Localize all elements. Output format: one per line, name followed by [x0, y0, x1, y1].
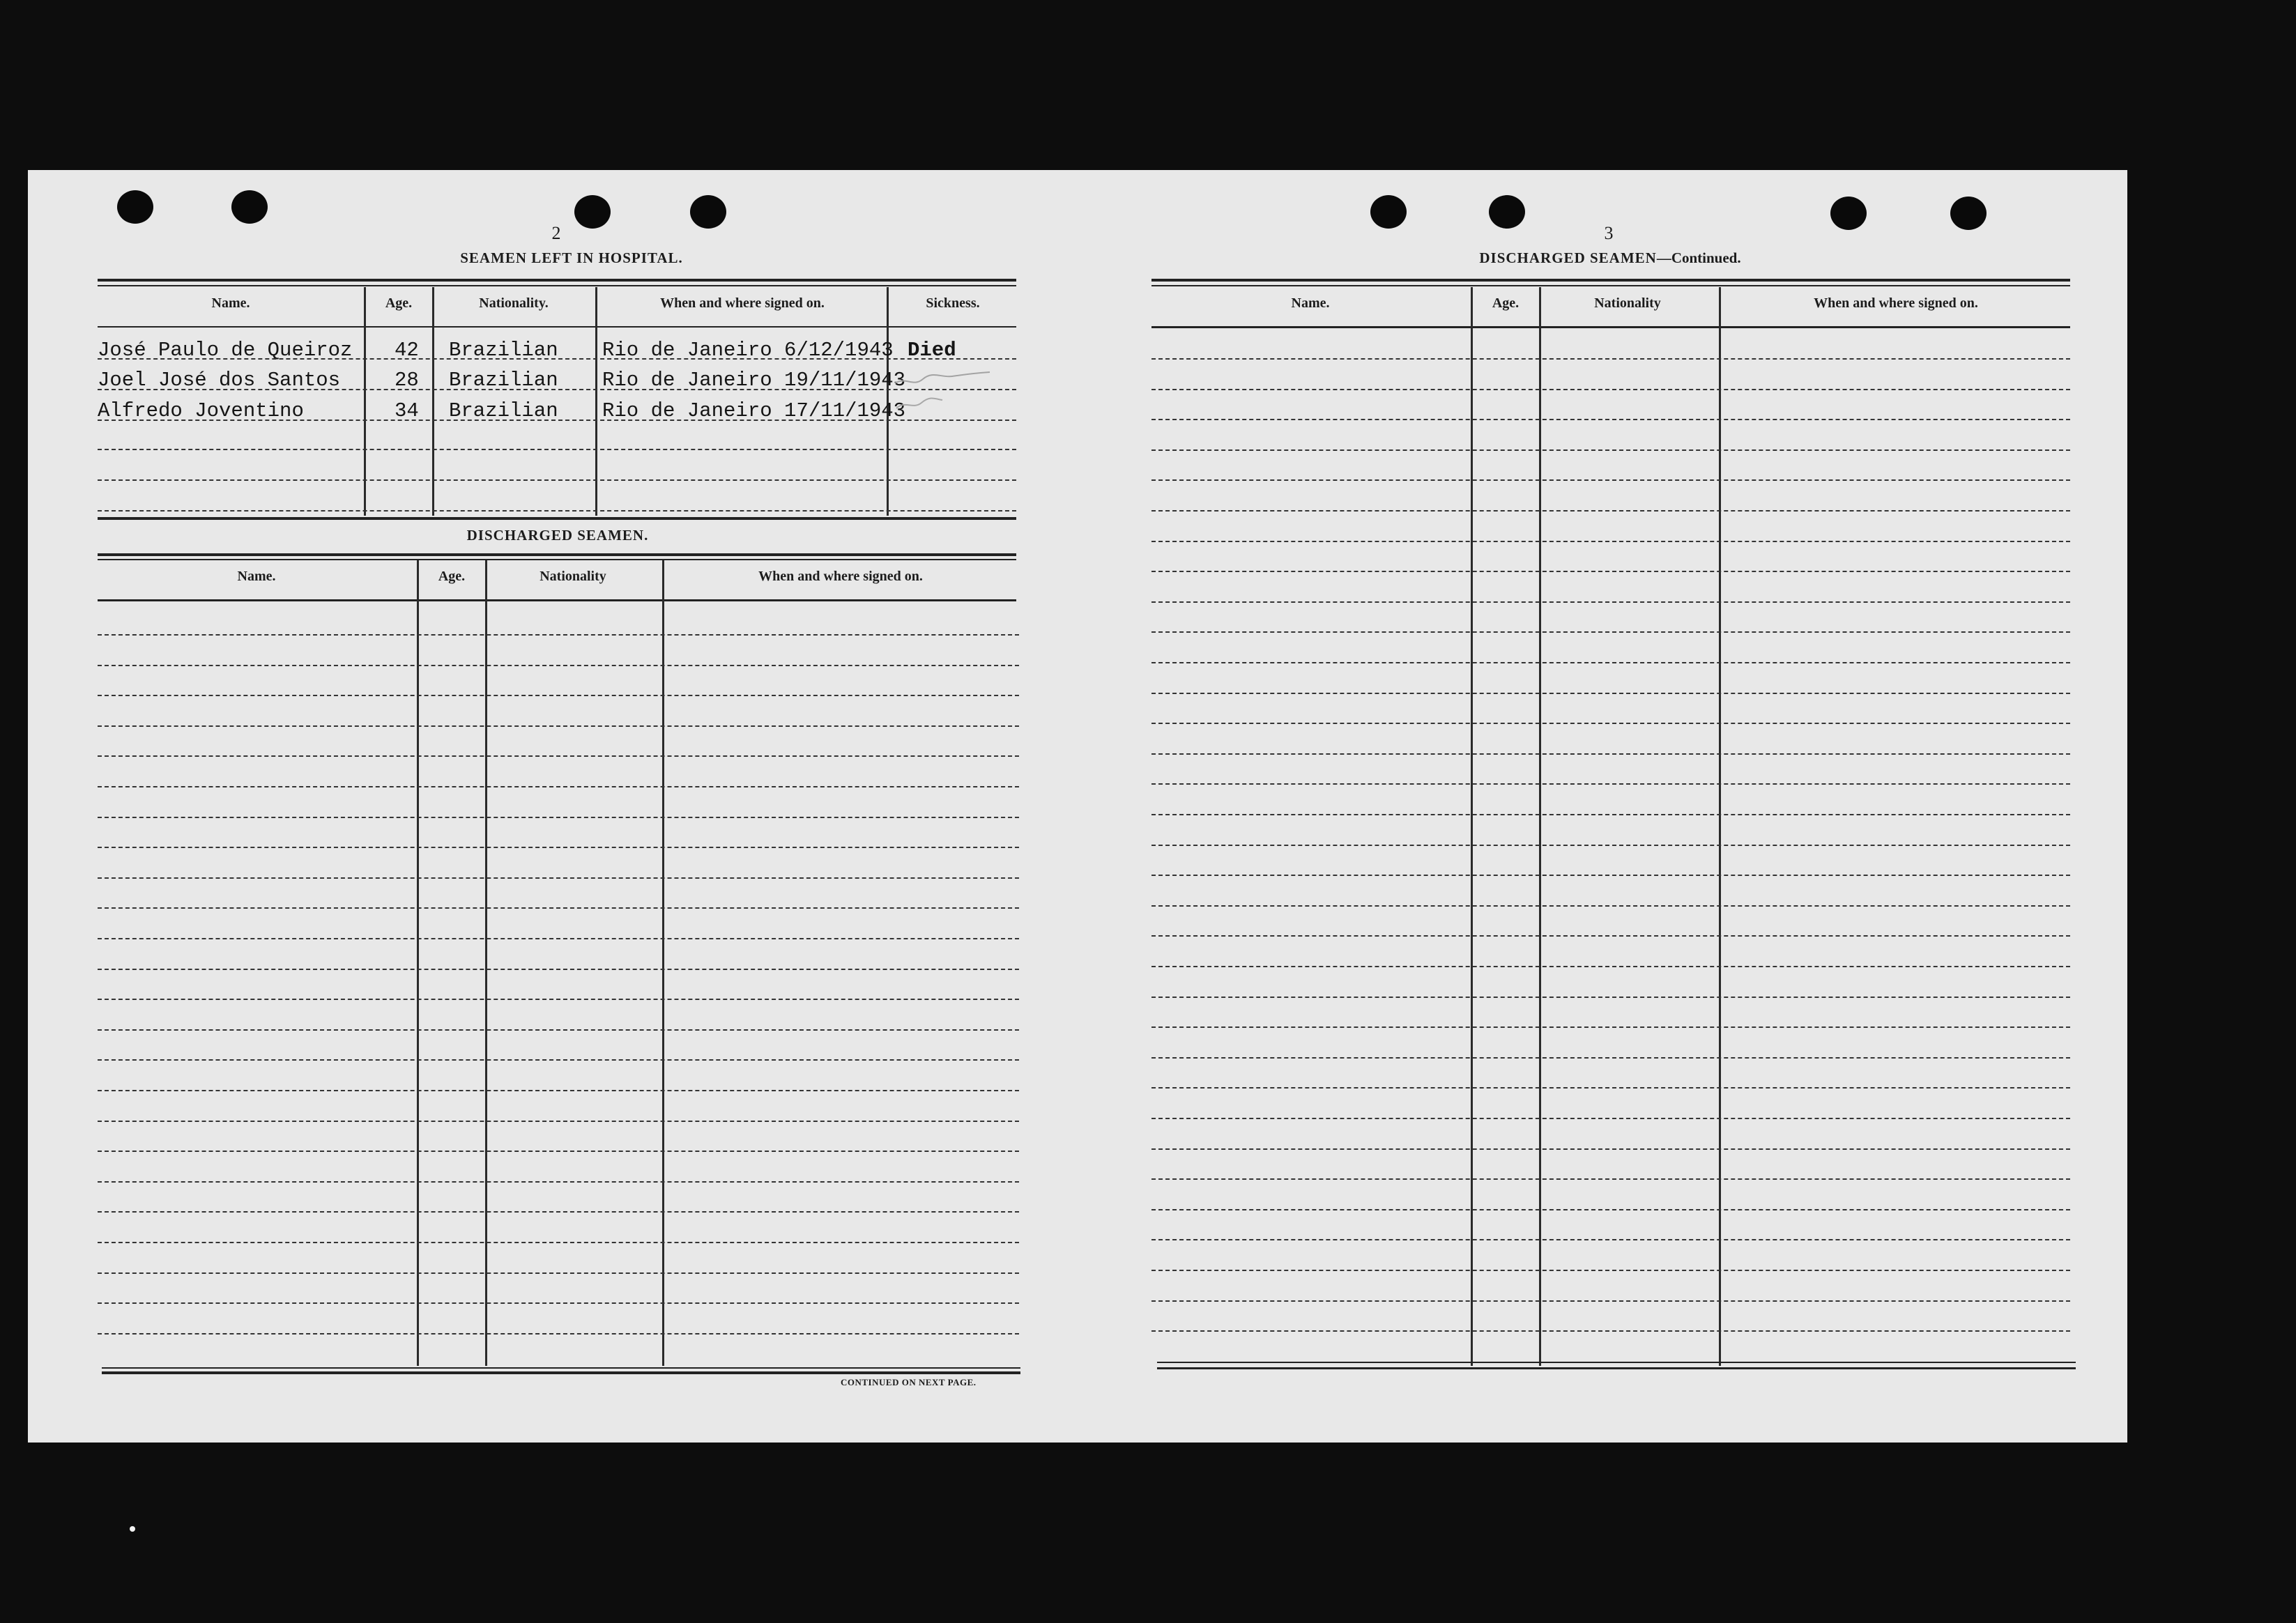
ruled-line [98, 358, 1016, 360]
ruled-line [98, 725, 1019, 727]
hospital-row-1-age: 42 [395, 339, 419, 362]
top-double-rule [98, 279, 1016, 282]
discharged-section-title: DISCHARGED SEAMEN. [466, 527, 649, 544]
ruled-line [1151, 601, 2070, 603]
ruled-line [1151, 1087, 2070, 1089]
right-bottom-double-rule-outer [1157, 1367, 2076, 1369]
ruled-line [1151, 875, 2070, 876]
right-header-signed-on: When and where signed on. [1814, 295, 1978, 311]
ruled-line [1151, 1239, 2070, 1240]
right-page [1083, 170, 2127, 1443]
ruled-line [98, 1272, 1019, 1274]
right-page-number: 3 [1604, 223, 1614, 243]
ruled-line [98, 449, 1016, 450]
punch-hole [1370, 195, 1407, 229]
hospital-row-1-sickness: Died [908, 339, 956, 362]
ruled-line [1151, 571, 2070, 572]
hospital-row-3-name: Alfredo Joventino [98, 399, 304, 422]
discharged-header-signed-on: When and where signed on. [758, 569, 923, 584]
ruled-line [98, 665, 1019, 666]
section-divider-rule [98, 517, 1016, 520]
hospital-header-signed-on: When and where signed on. [660, 295, 825, 311]
hospital-row-3-signed-on: Rio de Janeiro 17/11/1943 [602, 399, 906, 422]
top-double-rule-inner [98, 285, 1016, 286]
hospital-header-rule [98, 326, 1016, 328]
right-top-double-rule [1151, 279, 2070, 282]
right-header-name: Name. [1291, 295, 1330, 311]
ruled-line [1151, 693, 2070, 694]
ruled-line [98, 1181, 1019, 1183]
ruled-line [98, 1121, 1019, 1122]
column-divider [364, 287, 366, 516]
left-page-number: 2 [551, 223, 561, 243]
ruled-line [98, 907, 1019, 909]
ruled-line [1151, 358, 2070, 360]
ruled-line [98, 695, 1019, 696]
right-header-rule [1151, 326, 2070, 328]
ruled-line [98, 1242, 1019, 1243]
punch-hole [117, 190, 153, 224]
ruled-line [1151, 419, 2070, 420]
hospital-row-1-signed-on: Rio de Janeiro 6/12/1943 [602, 339, 894, 362]
ruled-line [98, 389, 1016, 390]
ruled-line [1151, 1026, 2070, 1028]
ruled-line [98, 1090, 1019, 1091]
punch-hole [231, 190, 268, 224]
hospital-row-2-name: Joel José dos Santos [98, 369, 341, 392]
column-divider [595, 287, 597, 516]
ruled-line [98, 999, 1019, 1000]
discharged-header-nationality: Nationality [539, 569, 606, 584]
hospital-row-3-age: 34 [395, 399, 419, 422]
punch-hole [574, 195, 611, 229]
dust-speck [130, 1526, 135, 1532]
ruled-line [1151, 541, 2070, 542]
right-header-age: Age. [1492, 295, 1520, 311]
ruled-line [98, 479, 1016, 481]
right-header-nationality: Nationality [1594, 295, 1661, 311]
ruled-line [1151, 1057, 2070, 1059]
ruled-line [98, 877, 1019, 879]
ruled-line [1151, 783, 2070, 785]
right-top-double-rule-inner [1151, 285, 2070, 286]
right-bottom-double-rule [1157, 1362, 2076, 1363]
ruled-line [1151, 1209, 2070, 1210]
ruled-line [98, 847, 1019, 848]
ruled-line [98, 420, 1016, 421]
ruled-line [1151, 905, 2070, 907]
ruled-line [98, 969, 1019, 970]
bottom-double-rule-outer [102, 1371, 1020, 1374]
ruled-line [1151, 845, 2070, 846]
column-divider [417, 560, 419, 1366]
hospital-row-1-nationality: Brazilian [449, 339, 558, 362]
ruled-line [98, 938, 1019, 939]
right-page-title-main: DISCHARGED SEAMEN [1479, 249, 1657, 266]
ruled-line [1151, 1178, 2070, 1180]
ruled-line [1151, 662, 2070, 663]
ruled-line [1151, 935, 2070, 937]
column-divider [432, 287, 434, 516]
ruled-line [98, 817, 1019, 818]
ruled-line [1151, 966, 2070, 967]
discharged-header-name: Name. [237, 569, 276, 584]
hospital-header-age: Age. [385, 295, 413, 311]
ruled-line [98, 1059, 1019, 1061]
discharged-double-rule [98, 553, 1016, 556]
hospital-row-3-nationality: Brazilian [449, 399, 558, 422]
ruled-line [1151, 814, 2070, 815]
ruled-line [1151, 389, 2070, 390]
column-divider [485, 560, 487, 1366]
ruled-line [1151, 510, 2070, 511]
pencil-annotation [892, 364, 997, 426]
ruled-line [1151, 1148, 2070, 1150]
ruled-line [1151, 753, 2070, 755]
hospital-header-name: Name. [211, 295, 250, 311]
ruled-line [1151, 449, 2070, 451]
ruled-line [98, 1302, 1019, 1304]
ruled-line [1151, 997, 2070, 998]
ruled-line [98, 1211, 1019, 1213]
hospital-header-sickness: Sickness. [926, 295, 980, 311]
discharged-double-rule-inner [98, 559, 1016, 560]
ruled-line [98, 1151, 1019, 1152]
ruled-line [1151, 723, 2070, 724]
column-divider [662, 560, 664, 1366]
ruled-line [98, 786, 1019, 787]
ruled-line [1151, 1300, 2070, 1302]
ruled-line [1151, 631, 2070, 633]
ruled-line [98, 755, 1019, 757]
continued-footnote: CONTINUED ON NEXT PAGE. [841, 1377, 977, 1387]
hospital-row-1-name: José Paulo de Queiroz [98, 339, 353, 362]
punch-hole [690, 195, 726, 229]
bottom-double-rule [102, 1367, 1020, 1369]
hospital-row-2-signed-on: Rio de Janeiro 19/11/1943 [602, 369, 906, 392]
hospital-row-2-nationality: Brazilian [449, 369, 558, 392]
punch-hole [1489, 195, 1525, 229]
hospital-section-title: SEAMEN LEFT IN HOSPITAL. [460, 249, 683, 266]
ruled-line [98, 1029, 1019, 1031]
right-page-title [1401, 249, 1819, 267]
ruled-line [1151, 1270, 2070, 1271]
ruled-line [98, 510, 1016, 511]
punch-hole [1830, 197, 1867, 230]
discharged-header-rule [98, 599, 1016, 601]
ruled-line [98, 634, 1019, 636]
hospital-row-2-age: 28 [395, 369, 419, 392]
hospital-header-nationality: Nationality. [479, 295, 549, 311]
ruled-line [98, 1333, 1019, 1334]
discharged-header-age: Age. [438, 569, 466, 584]
ruled-line [1151, 1118, 2070, 1119]
right-page-title-suffix: —Continued. [1656, 249, 1741, 266]
ruled-line [1151, 1330, 2070, 1332]
punch-hole [1950, 197, 1987, 230]
ruled-line [1151, 479, 2070, 481]
